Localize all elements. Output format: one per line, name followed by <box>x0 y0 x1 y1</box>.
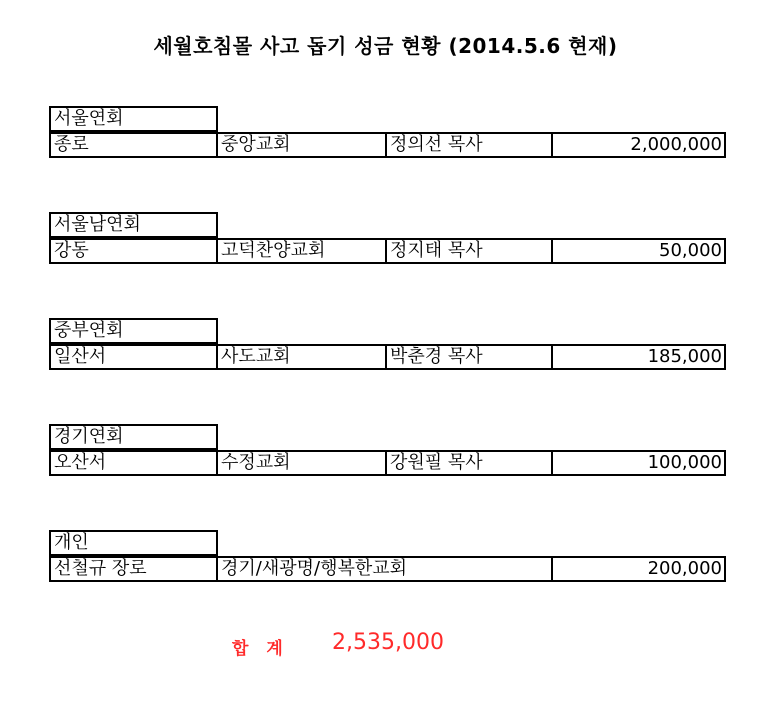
page-title: 세월호침몰 사고 돕기 성금 현황 (2014.5.6 현재) <box>153 34 618 58</box>
section-header: 중부연회 <box>49 318 218 344</box>
total-value: 2,535,000 <box>332 630 444 655</box>
section-header: 서울남연회 <box>49 212 218 238</box>
donor-cell: 선철규 장로 <box>49 556 218 582</box>
district-cell: 일산서 <box>49 344 218 370</box>
district-cell: 종로 <box>49 132 218 158</box>
amount-cell: 2,000,000 <box>551 132 726 158</box>
church-cell: 경기/새광명/행복한교회 <box>216 556 553 582</box>
church-cell: 고덕찬양교회 <box>216 238 387 264</box>
amount-cell: 185,000 <box>551 344 726 370</box>
pastor-cell: 박춘경 목사 <box>385 344 553 370</box>
district-cell: 강동 <box>49 238 218 264</box>
church-cell: 사도교회 <box>216 344 387 370</box>
section-header: 서울연회 <box>49 106 218 132</box>
church-cell: 수정교회 <box>216 450 387 476</box>
pastor-cell: 정지태 목사 <box>385 238 553 264</box>
pastor-cell: 정의선 목사 <box>385 132 553 158</box>
total-label: 합 계 <box>232 639 289 659</box>
amount-cell: 200,000 <box>551 556 726 582</box>
section-header: 경기연회 <box>49 424 218 450</box>
section-header: 개인 <box>49 530 218 556</box>
amount-cell: 100,000 <box>551 450 726 476</box>
district-cell: 오산서 <box>49 450 218 476</box>
pastor-cell: 강원필 목사 <box>385 450 553 476</box>
church-cell: 중앙교회 <box>216 132 387 158</box>
amount-cell: 50,000 <box>551 238 726 264</box>
